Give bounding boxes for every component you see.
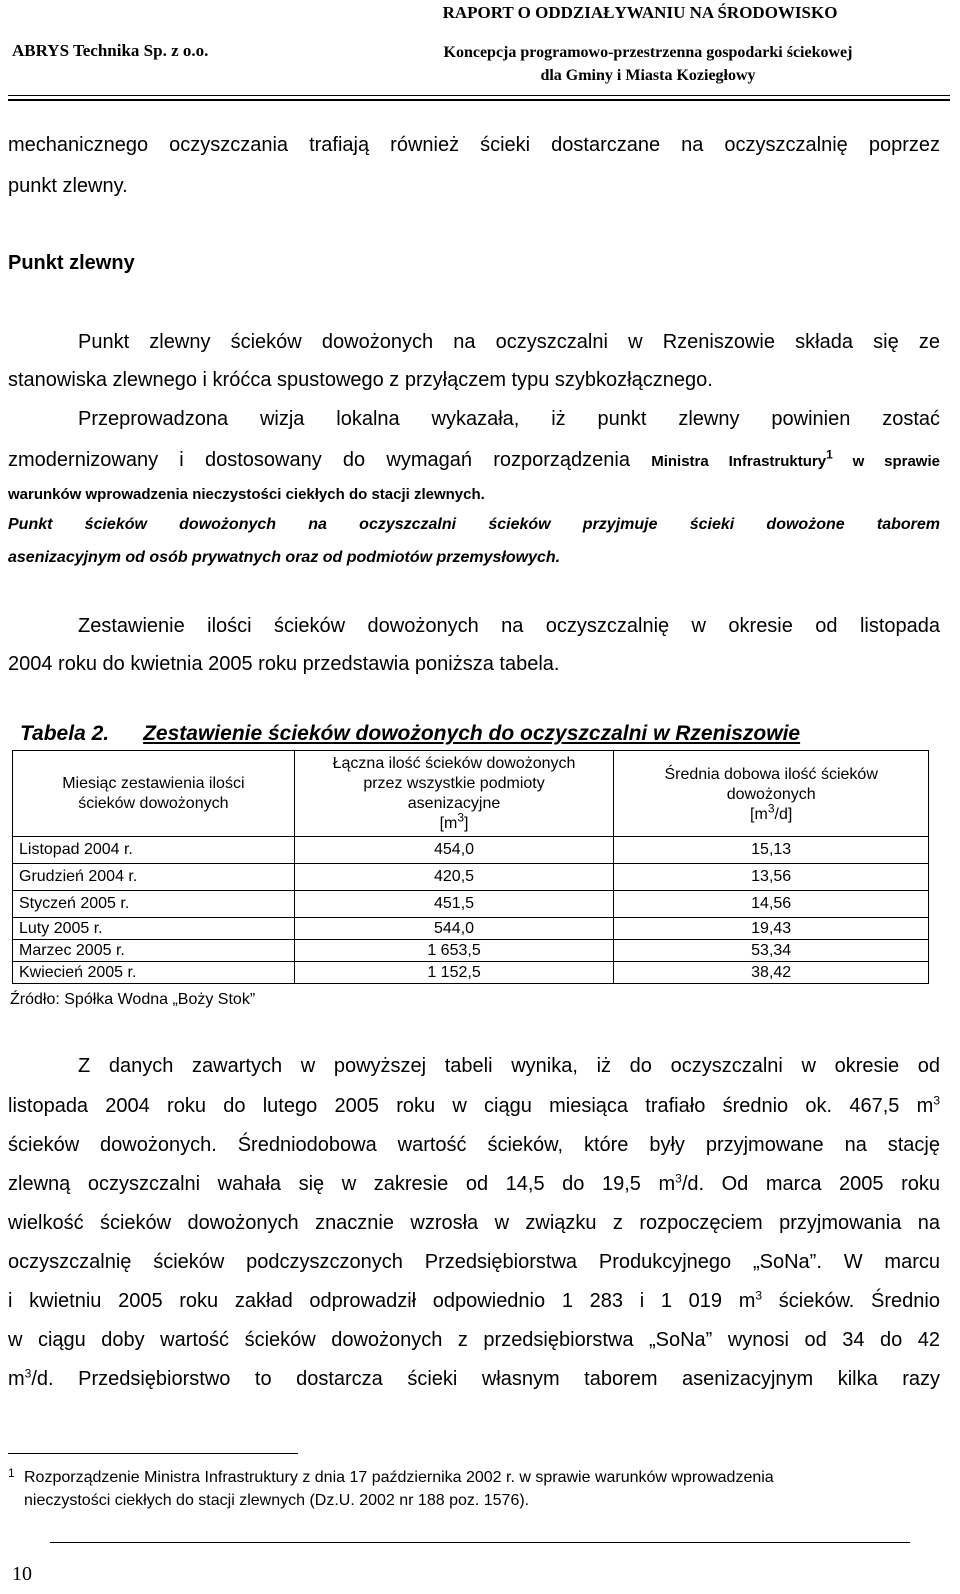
cell-total: 1 653,5 [294, 940, 614, 962]
table-caption: Tabela 2. Zestawienie ścieków dowożonych do oczyszczalni w Rzeniszowie [20, 722, 801, 745]
paragraph-line: Zestawienie ilości ścieków dowożonych na oczyszczalnię w okresie od listopada [78, 615, 940, 637]
table-row [13, 940, 929, 962]
paragraph-line: listopada 2004 roku do lutego 2005 roku w ciągu miesiąca trafiało średnio ok. 467,5 $m^3$ [8, 1093, 940, 1117]
cell-total: 1 152,5 [294, 962, 614, 984]
paragraph-line: zlewną oczyszczalni wahała się w zakresie od 14,5 do 19,5 $m^3/d$. Od marca 2005 roku [8, 1171, 940, 1195]
paragraph-line: 2004 roku do kwietnia 2005 roku przedstawia poniższa tabela. [8, 653, 560, 675]
concept-title: Koncepcja programowo-przestrzenna gospodarki ściekowej [443, 44, 853, 61]
section-heading: Punkt zlewny [8, 252, 135, 274]
cell-total: 544,0 [294, 918, 614, 940]
table-row [13, 918, 929, 940]
paragraph-line: stanowiska zlewnego i króćca spustowego z przyłączem typu szybkozłącznego. [8, 369, 713, 391]
gmina-title: dla Gminy i Miasta Koziegłowy [540, 67, 756, 84]
paragraph-line: wielkość ścieków dowożonych znacznie wzrosła w związku z rozpoczęciem przyjmowania na [8, 1212, 940, 1234]
column-header-total: Łączna ilość ścieków dowożonych przez wszystkie podmioty asenizacyjne $[m^3]$ [294, 751, 614, 837]
footnote-mark: 1 [8, 1466, 15, 1480]
cell-total: 451,5 [294, 891, 614, 918]
paragraph-line: ścieków dowożonych. Średniodobowa wartość ścieków, które były przyjmowane na stację [8, 1134, 940, 1156]
cell-average: 53,34 [614, 940, 929, 962]
table-source: Źródło: Spółka Wodna „Boży Stok” [10, 991, 256, 1008]
table-row [13, 891, 929, 918]
cell-month: Kwiecień 2005 r. [13, 962, 295, 984]
cell-month: Luty 2005 r. [13, 918, 295, 940]
paragraph-line: Punkt zlewny ścieków dowożonych na oczyszczalni w Rzeniszowie składa się ze [78, 331, 940, 353]
paragraph-line: mechanicznego oczyszczania trafiają również ścieki dostarczane na oczyszczalnię poprzez [8, 134, 940, 156]
paragraph-line: $m^3/d$. Przedsiębiorstwo to dostarcza ścieki własnym taborem asenizacyjnym kilka razy [8, 1366, 940, 1390]
column-header-average: Średnia dobowa ilość ścieków dowożonych $[m^3/d]$ [614, 751, 929, 837]
cell-average: 13,56 [614, 864, 929, 891]
footnote-rule [8, 1453, 298, 1454]
paragraph-line: Punkt ścieków dowożonych na oczyszczalni ścieków przyjmuje ścieki dowożone taborem [8, 516, 940, 533]
paragraph-line: asenizacyjnym od osób prywatnych oraz od podmiotów przemysłowych. [8, 549, 561, 566]
paragraph-line: w ciągu doby wartość ścieków dowożonych z przedsiębiorstwa „SoNa” wynosi od 34 do 42 [8, 1329, 940, 1351]
footnote-text: Rozporządzenie Ministra Infrastruktury z dnia 17 października 2002 r. w sprawie warunków wprowadzenia [24, 1469, 774, 1486]
cell-average: 14,56 [614, 891, 929, 918]
footer-rule [50, 1542, 910, 1543]
cell-average: 38,42 [614, 962, 929, 984]
table-row [13, 837, 929, 864]
cell-month: Listopad 2004 r. [13, 837, 295, 864]
paragraph-line: oczyszczalnię ścieków podczyszczonych Przedsiębiorstwa Produkcyjnego „SoNa”. W marcu [8, 1251, 940, 1273]
paragraph-line: Przeprowadzona wizja lokalna wykazała, iż punkt zlewny powinien zostać [78, 408, 940, 430]
report-title: RAPORT O ODDZIAŁYWANIU NA ŚRODOWISKO [442, 3, 838, 22]
table-header-row [13, 751, 929, 837]
paragraph-line: punkt zlewny. [8, 175, 128, 197]
data-table [12, 750, 929, 984]
footnote-ref: 1 [826, 447, 833, 462]
header-rule-thin [8, 95, 950, 96]
table-row [13, 962, 929, 984]
column-header-month: Miesiąc zestawienia ilości ścieków dowożonych [13, 751, 295, 837]
company-name: ABRYS Technika Sp. z o.o. [12, 41, 209, 60]
cell-average: 19,43 [614, 918, 929, 940]
cell-month: Grudzień 2004 r. [13, 864, 295, 891]
cell-month: Styczeń 2005 r. [13, 891, 295, 918]
cell-total: 454,0 [294, 837, 614, 864]
cell-month: Marzec 2005 r. [13, 940, 295, 962]
table-row [13, 864, 929, 891]
cell-total: 420,5 [294, 864, 614, 891]
paragraph-line: Z danych zawartych w powyższej tabeli wynika, iż do oczyszczalni w okresie od [78, 1055, 940, 1077]
paragraph-line: zmodernizowany i dostosowany do wymagań rozporządzenia Ministra Infrastruktury$^1$ w sprawie [8, 447, 940, 471]
paragraph-line: warunków wprowadzenia nieczystości ciekłych do stacji zlewnych. [8, 486, 485, 503]
page-number: 10 [12, 1563, 32, 1585]
cell-average: 15,13 [614, 837, 929, 864]
header-rule-thick [8, 99, 950, 101]
footnote-text: nieczystości ciekłych do stacji zlewnych (Dz.U. 2002 nr 188 poz. 1576). [24, 1492, 530, 1509]
paragraph-line: i kwietniu 2005 roku zakład odprowadził odpowiednio 1 283 i 1 019 $m^3$ ścieków. Średnio [8, 1288, 940, 1312]
